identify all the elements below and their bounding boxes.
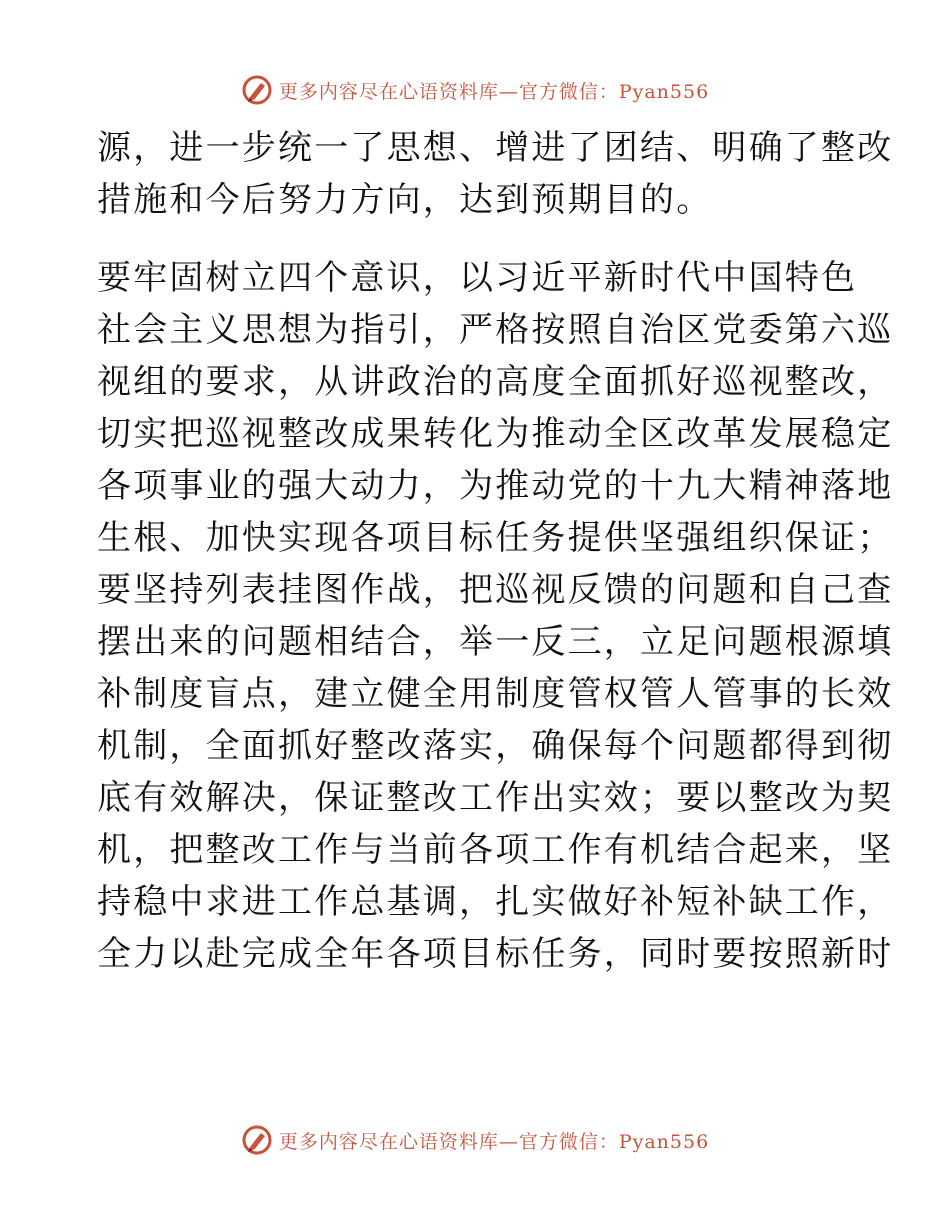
paragraph-2 — [97, 252, 894, 980]
text-line: 底有效解决，保证整改工作出实效；要以整改为契 — [97, 778, 894, 818]
text-line: 源，进一步统一了思想、增进了团结、明确了整改 — [97, 128, 894, 168]
text-line: 机制，全面抓好整改落实，确保每个问题都得到彻 — [97, 726, 894, 766]
text-line: 各项事业的强大动力，为推动党的十九大精神落地 — [97, 466, 894, 506]
pen-logo-icon — [241, 74, 273, 106]
document-body — [97, 122, 894, 980]
text-line: 视组的要求，从讲政治的高度全面抓好巡视整改， — [97, 362, 894, 402]
text-line: 要牢固树立四个意识，以习近平新时代中国特色 — [97, 258, 858, 298]
text-line: 摆出来的问题相结合，举一反三，立足问题根源填 — [97, 622, 894, 662]
text-line: 补制度盲点，建立健全用制度管权管人管事的长效 — [97, 674, 894, 714]
text-line: 全力以赴完成全年各项目标任务，同时要按照新时 — [97, 934, 894, 974]
paragraph-1 — [97, 122, 894, 226]
text-line: 持稳中求进工作总基调，扎实做好补短补缺工作， — [97, 882, 894, 922]
header-banner-text: 更多内容尽在心语资料库—官方微信：Pyan556 — [278, 80, 710, 103]
text-line: 要坚持列表挂图作战，把巡视反馈的问题和自己查 — [97, 570, 894, 610]
header-banner — [0, 70, 950, 110]
text-line: 社会主义思想为指引，严格按照自治区党委第六巡 — [97, 310, 894, 350]
footer-banner — [0, 1120, 950, 1160]
footer-banner-text: 更多内容尽在心语资料库—官方微信：Pyan556 — [278, 1130, 710, 1153]
text-line: 措施和今后努力方向，达到预期目的。 — [97, 180, 713, 220]
pen-logo-icon — [241, 1124, 273, 1156]
text-line: 切实把巡视整改成果转化为推动全区改革发展稳定 — [97, 414, 894, 454]
text-line: 机，把整改工作与当前各项工作有机结合起来，坚 — [97, 830, 894, 870]
text-line: 生根、加快实现各项目标任务提供坚强组织保证； — [97, 518, 894, 558]
